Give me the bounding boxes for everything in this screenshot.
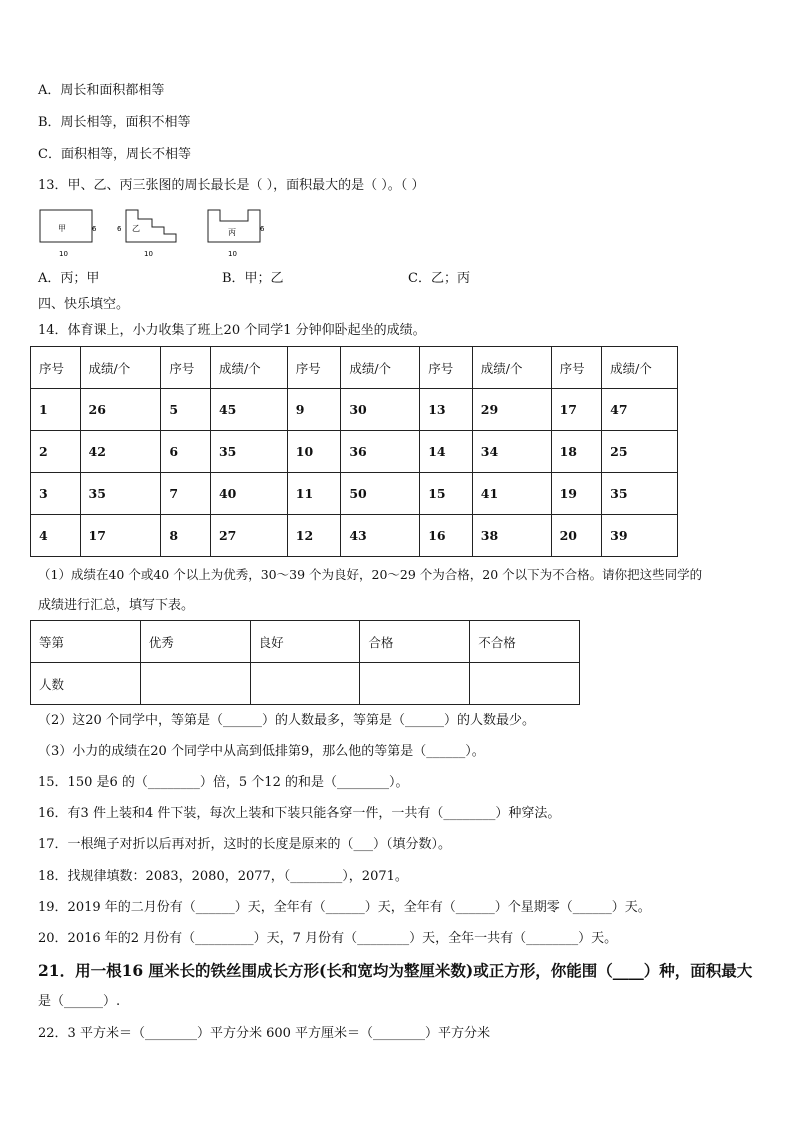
answer-cell-good[interactable] [250, 663, 360, 705]
figure-jia-label: 甲 [58, 224, 66, 233]
table-cell: 27 [210, 515, 287, 557]
table-cell: 35 [210, 431, 287, 473]
question-21-line1: 21．用一根16 厘米长的铁丝围成长方形(长和宽均为整厘米数)或正方形，你能围（____）种，面积最大 [38, 961, 753, 980]
table-cell: 20 [551, 515, 602, 557]
table-row [31, 473, 678, 515]
question-17: 17．一根绳子对折以后再对折，这时的长度是原来的（___）（填分数）。 [38, 837, 452, 852]
table-row [31, 389, 678, 431]
table-cell: 17 [80, 515, 161, 557]
answer-cell-pass[interactable] [360, 663, 470, 705]
figure-yi-width: 10 [144, 250, 153, 258]
table-cell: 13 [420, 389, 473, 431]
table-cell: 36 [341, 431, 420, 473]
table-cell: 35 [80, 473, 161, 515]
figure-bing-label: 丙 [228, 228, 236, 237]
header-cell: 合格 [360, 621, 470, 663]
header-cell: 成绩/个 [210, 347, 287, 389]
figure-jia [40, 210, 97, 258]
figure-jia-height: 6 [92, 225, 97, 233]
table-cell: 43 [341, 515, 420, 557]
q13-figures [30, 205, 290, 265]
table-cell: 47 [602, 389, 678, 431]
table-cell: 42 [80, 431, 161, 473]
table-cell: 9 [287, 389, 341, 431]
table-cell: 18 [551, 431, 602, 473]
summary-table [30, 620, 580, 705]
q13-option-a: A．丙；甲 [38, 271, 100, 286]
header-cell: 序号 [420, 347, 473, 389]
table-cell: 11 [287, 473, 341, 515]
table-cell: 30 [341, 389, 420, 431]
q14-part3: （3）小力的成绩在20 个同学中从高到低排第9，那么他的等第是（______）。 [38, 744, 485, 759]
table-cell: 14 [420, 431, 473, 473]
table-cell: 16 [420, 515, 473, 557]
table-cell: 26 [80, 389, 161, 431]
question-21-line2: 是（______）. [38, 994, 121, 1009]
q13-option-b: B．甲；乙 [222, 271, 284, 286]
question-15: 15．150 是6 的（________）倍，5 个12 的和是（________）。 [38, 775, 409, 790]
table-cell: 12 [287, 515, 341, 557]
figure-yi-label: 乙 [132, 224, 140, 233]
header-cell: 序号 [287, 347, 341, 389]
table-cell: 5 [161, 389, 211, 431]
table-cell: 4 [31, 515, 81, 557]
table-cell: 45 [210, 389, 287, 431]
question-16: 16．有3 件上装和4 件下装，每次上装和下装只能各穿一件，一共有（________）种穿法。 [38, 806, 561, 821]
figure-bing-height: 6 [260, 225, 265, 233]
table-row [31, 431, 678, 473]
table-cell: 2 [31, 431, 81, 473]
question-20: 20．2016 年的2 月份有（_________）天，7 月份有（________）天，全年一共有（________）天。 [38, 931, 618, 946]
header-cell: 不合格 [470, 621, 580, 663]
option-a: A．周长和面积都相等 [38, 83, 165, 98]
row-label: 人数 [31, 663, 141, 705]
question-19: 19．2019 年的二月份有（______）天，全年有（______）天，全年有（______）个星期零（______）天。 [38, 900, 651, 915]
header-cell: 成绩/个 [341, 347, 420, 389]
option-b: B．周长相等，面积不相等 [38, 115, 191, 130]
question-13-stem: 13．甲、乙、丙三张图的周长最长是（ ），面积最大的是（ ）。（ ） [38, 178, 425, 193]
table-cell: 17 [551, 389, 602, 431]
figure-jia-width: 10 [59, 250, 68, 258]
q14-part1-line1: （1）成绩在40 个或40 个以上为优秀，30～39 个为良好，20～29 个为合格，20 个以下为不合格。请你把这些同学的 [38, 567, 703, 582]
table-cell: 19 [551, 473, 602, 515]
section-4-heading: 四、快乐填空。 [38, 297, 130, 312]
table-cell: 25 [602, 431, 678, 473]
header-cell: 良好 [250, 621, 360, 663]
header-cell: 成绩/个 [602, 347, 678, 389]
question-22: 22．3 平方米＝（________）平方分米 600 平方厘米＝（________）平方分米 [38, 1026, 491, 1041]
table-cell: 6 [161, 431, 211, 473]
answer-cell-excellent[interactable] [140, 663, 250, 705]
header-cell: 等第 [31, 621, 141, 663]
table-cell: 38 [472, 515, 551, 557]
question-14-stem: 14．体育课上，小力收集了班上20 个同学1 分钟仰卧起坐的成绩。 [38, 323, 426, 338]
table-cell: 34 [472, 431, 551, 473]
table-cell: 8 [161, 515, 211, 557]
figure-yi-height: 6 [117, 225, 122, 233]
table-cell: 39 [602, 515, 678, 557]
header-cell: 序号 [551, 347, 602, 389]
table-cell: 41 [472, 473, 551, 515]
q14-part1-line2: 成绩进行汇总，填写下表。 [38, 598, 195, 613]
table-cell: 7 [161, 473, 211, 515]
grade-table-header [31, 347, 678, 389]
header-cell: 序号 [161, 347, 211, 389]
figure-bing-width: 10 [228, 250, 237, 258]
header-cell: 成绩/个 [472, 347, 551, 389]
table-cell: 10 [287, 431, 341, 473]
table-cell: 1 [31, 389, 81, 431]
table-cell: 50 [341, 473, 420, 515]
table-cell: 15 [420, 473, 473, 515]
summary-row-count [31, 663, 580, 705]
header-cell: 成绩/个 [80, 347, 161, 389]
grade-table [30, 346, 678, 557]
header-cell: 优秀 [140, 621, 250, 663]
table-cell: 35 [602, 473, 678, 515]
header-cell: 序号 [31, 347, 81, 389]
q13-option-c: C．乙；丙 [408, 271, 470, 286]
figure-bing [208, 210, 265, 258]
question-18: 18．找规律填数：2083，2080，2077，（________），2071。 [38, 869, 408, 884]
option-c: C．面积相等，周长不相等 [38, 147, 191, 162]
table-cell: 40 [210, 473, 287, 515]
summary-table-header [31, 621, 580, 663]
table-row [31, 515, 678, 557]
table-cell: 3 [31, 473, 81, 515]
figure-yi [117, 210, 176, 258]
answer-cell-fail[interactable] [470, 663, 580, 705]
table-cell: 29 [472, 389, 551, 431]
q14-part2: （2）这20 个同学中，等第是（______）的人数最多，等第是（______）的人数最少。 [38, 713, 535, 728]
